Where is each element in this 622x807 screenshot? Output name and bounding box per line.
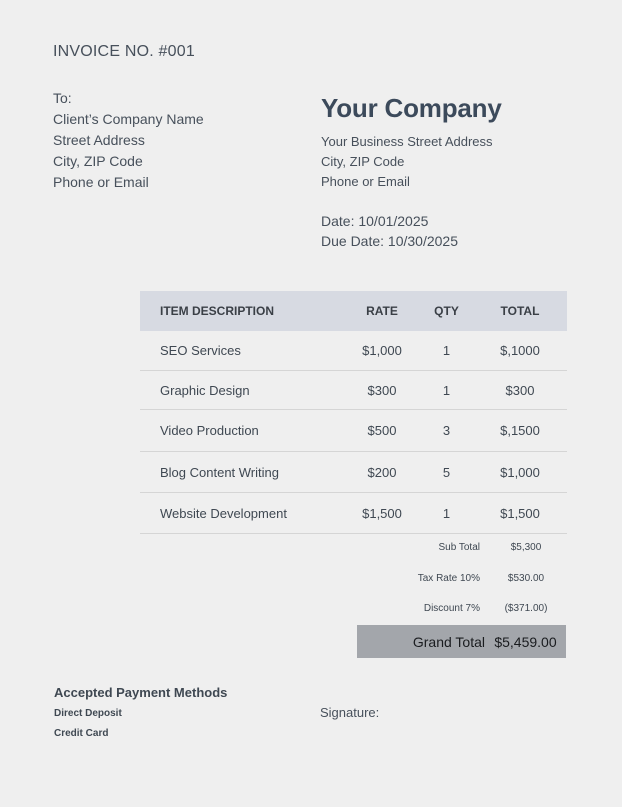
row-total: $1,000 [500, 464, 540, 480]
row-total: $,1000 [500, 343, 540, 358]
tax-label: Tax Rate 10% [417, 573, 480, 584]
header-rate: RATE [366, 304, 398, 318]
header-total: TOTAL [500, 304, 540, 318]
table-header [140, 291, 567, 331]
invoice-date: Date: 10/01/2025 [321, 213, 429, 229]
row-description: SEO Services [160, 343, 241, 358]
payment-methods-title: Accepted Payment Methods [54, 685, 228, 700]
tax-value: $530.00 [507, 573, 545, 584]
row-rate: $1,500 [362, 505, 402, 521]
row-rate: $200 [367, 464, 397, 480]
table-row [140, 452, 567, 493]
discount-label: Discount 7% [423, 603, 480, 614]
grand-total-bar [357, 625, 566, 658]
row-total: $1,500 [500, 505, 540, 521]
client-city: City, ZIP Code [53, 153, 143, 169]
row-qty: 1 [442, 343, 451, 358]
dates-block [321, 211, 458, 251]
table-row [140, 493, 567, 534]
row-qty: 5 [442, 464, 451, 480]
row-description: Blog Content Writing [160, 464, 279, 480]
row-rate: $500 [367, 423, 397, 438]
grand-total-value: $5,459.00 [494, 633, 557, 650]
discount-value: ($371.00) [504, 603, 548, 614]
items-table [140, 291, 567, 534]
row-description: Website Development [160, 505, 287, 521]
client-street: Street Address [53, 132, 145, 148]
row-description: Graphic Design [160, 382, 250, 398]
bill-to-label: To: [53, 90, 72, 106]
due-date: Due Date: 10/30/2025 [321, 233, 458, 249]
grand-total-label: Grand Total [412, 633, 485, 650]
row-rate: $300 [367, 382, 397, 398]
row-total: $300 [505, 382, 535, 398]
invoice-number: INVOICE NO. #001 [53, 43, 195, 60]
company-contact: Phone or Email [321, 174, 410, 189]
row-description: Video Production [160, 423, 259, 438]
header-qty: QTY [434, 304, 459, 318]
table-row [140, 410, 567, 452]
client-contact: Phone or Email [53, 174, 149, 190]
client-name: Client’s Company Name [53, 111, 204, 127]
company-city: City, ZIP Code [321, 154, 405, 169]
payment-method-item: Direct Deposit [54, 708, 122, 719]
company-address-block [321, 132, 493, 192]
row-total: $,1500 [500, 423, 540, 438]
header-item-description: ITEM DESCRIPTION [160, 304, 275, 318]
table-row [140, 371, 567, 410]
signature-label: Signature: [320, 705, 380, 720]
payment-method-item: Credit Card [54, 728, 109, 739]
subtotal-value: $5,300 [510, 542, 542, 553]
table-row [140, 331, 567, 371]
row-qty: 1 [442, 382, 451, 398]
row-rate: $1,000 [362, 343, 402, 358]
company-name: Your Company [321, 93, 502, 123]
subtotal-label: Sub Total [438, 542, 480, 553]
row-qty: 3 [442, 423, 451, 438]
bill-to-block [53, 88, 204, 193]
row-qty: 1 [442, 505, 451, 521]
company-street: Your Business Street Address [321, 134, 493, 149]
